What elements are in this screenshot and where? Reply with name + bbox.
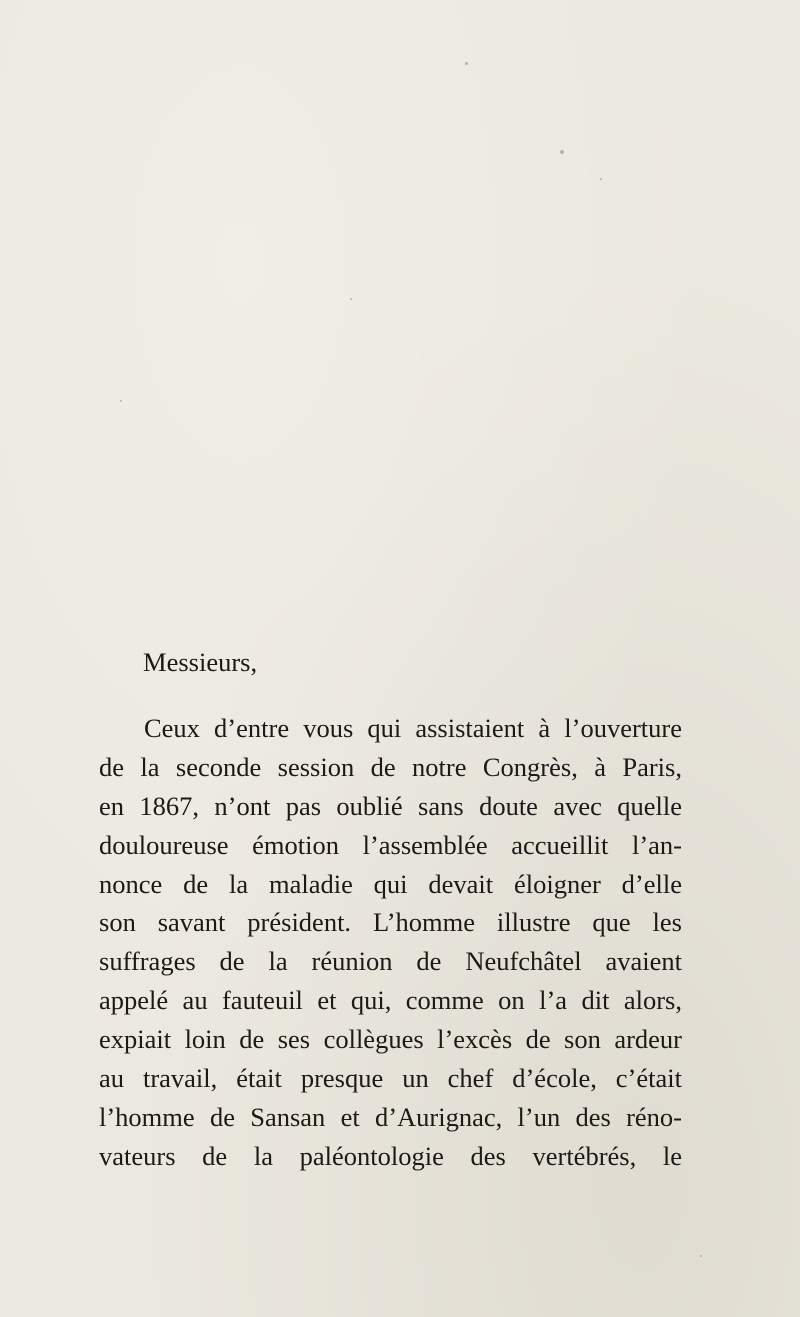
paper-speck — [560, 150, 564, 154]
body-paragraph — [99, 709, 682, 1176]
paragraph-line: Ceux d’entre vous qui assistaient à l’ouverture — [144, 713, 682, 743]
paper-speck — [465, 62, 468, 65]
paper-speck — [120, 400, 122, 402]
paragraph-line: en 1867, n’ont pas oublié sans doute avec quelle — [99, 790, 682, 821]
paragraph-line: suffrages de la réunion de Neufchâtel avaient — [99, 946, 682, 977]
paper-speck — [700, 1255, 702, 1257]
paragraph-line: son savant président. L’homme illustre que les — [99, 907, 682, 938]
paper-speck — [350, 298, 352, 300]
paragraph-line: nonce de la maladie qui devait éloigner d’elle — [99, 868, 682, 899]
paragraph-line: au travail, était presque un chef d’école, c’était — [99, 1063, 682, 1094]
paper-speck — [600, 178, 602, 180]
paragraph-line: de la seconde session de notre Congrès, à Paris, — [99, 751, 682, 782]
paragraph-line: appelé au fauteuil et qui, comme on l’a dit alors, — [99, 985, 682, 1016]
paragraph-line: douloureuse émotion l’assemblée accueillit l’an- — [99, 829, 682, 860]
paragraph-line: l’homme de Sansan et d’Aurignac, l’un des réno- — [99, 1101, 682, 1132]
salutation: Messieurs, — [143, 647, 258, 677]
paragraph-line: vateurs de la paléontologie des vertébrés, le — [99, 1140, 682, 1171]
paragraph-line: expiait loin de ses collègues l’excès de son ardeur — [99, 1024, 682, 1055]
